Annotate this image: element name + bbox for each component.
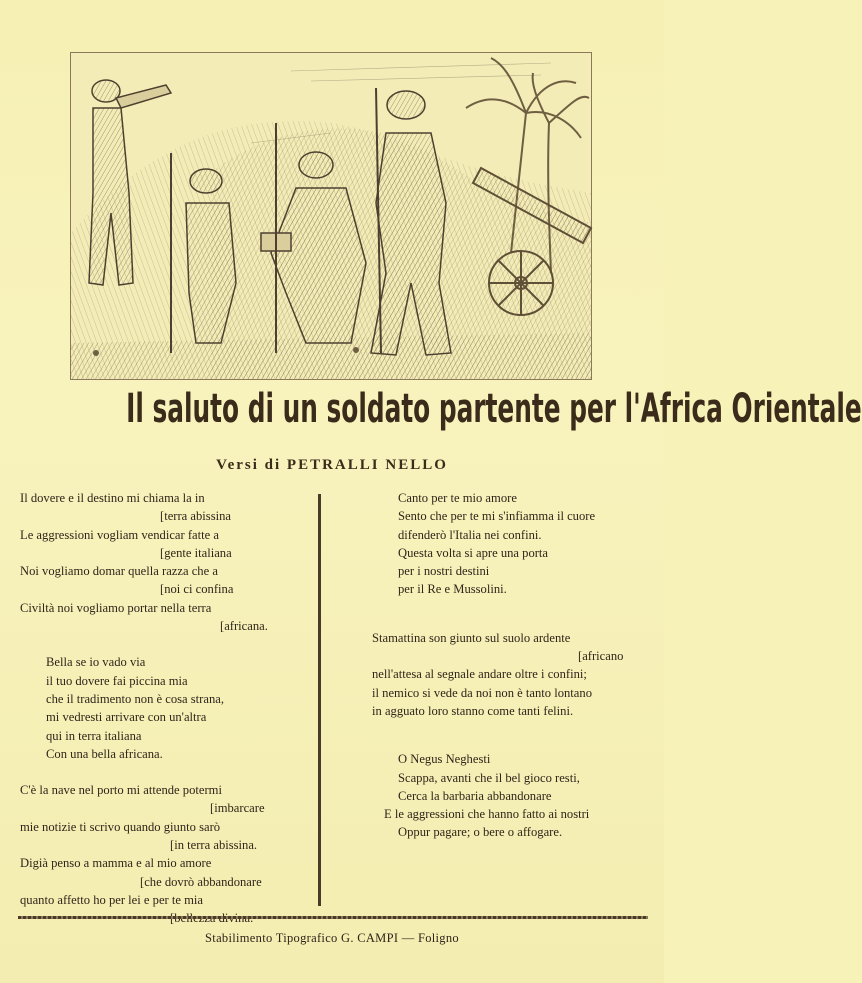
verse-line: [africano [578,649,624,664]
verse-line: mi vedresti arrivare con un'altra [46,710,207,725]
right-stanza-2 [372,629,662,720]
verse-line: Noi vogliamo domar quella razza che a [20,564,218,579]
verse-line: C'è la nave nel porto mi attende potermi [20,783,222,798]
verse-line: [che dovrò abbandonare [140,874,262,889]
verse-line: O Negus Neghesti [398,752,491,767]
verse-line: Scappa, avanti che il bel gioco resti, [398,770,580,785]
verse-line: Canto per te mio amore [398,491,517,505]
verse-line: [africana. [220,619,268,634]
verse-line: quanto affetto ho per lei e per te mia [20,892,204,907]
verse-line: Stamattina son giunto sul suolo ardente [372,630,571,645]
verse-line: Cerca la barbaria abbandonare [398,788,552,803]
left-stanza-3 [20,781,310,927]
verse-line: [noi ci confina [160,582,234,597]
verse-line: Questa volta si apre una porta [398,545,549,560]
verse-line: [gente italiana [160,545,232,560]
poem-byline [0,457,664,474]
left-stanza-1 [20,489,310,635]
poem-title: Il saluto di un soldato partente per l'Africa Orientale [126,386,862,432]
right-stanza-1 [372,489,662,599]
soldiers-engraving-icon [70,52,592,380]
right-column [372,489,662,860]
verse-line: Il dovere e il destino mi chiama la in [20,491,205,505]
verse-line: Con una bella africana. [46,746,163,761]
verse-line: difenderò l'Italia nei confini. [398,527,542,542]
verse-line: [in terra abissina. [170,838,258,853]
verse-line: [imbarcare [210,801,265,816]
verse-line: Digià penso a mamma e al mio amore [20,856,212,871]
verse-line: Le aggressioni vogliam vendicar fatte a [20,527,219,542]
verse-line: E le aggressioni che hanno fatto ai nostri [384,807,590,822]
verse-line: Oppur pagare; o bere o affogare. [398,825,563,840]
verse-line: il nemico si vede da noi non è tanto lontano [372,685,592,700]
right-stanza-3 [372,750,662,841]
verse-line: qui in terra italiana [46,728,142,743]
left-stanza-2 [20,653,310,763]
verse-line: nell'attesa al segnale andare oltre i confini; [372,667,587,682]
verse-line: in agguato loro stanno come tanti felini. [372,703,574,718]
left-column [20,489,310,946]
verse-line: Bella se io vado via [46,655,146,670]
verse-line: per il Re e Mussolini. [398,582,507,597]
verse-line: Sento che per te mi s'infiamma il cuore [398,509,596,524]
author-name: PETRALLI NELLO [286,457,448,473]
verse-line: Civiltà noi vogliamo portar nella terra [20,600,212,615]
verse-line: il tuo dovere fai piccina mia [46,673,188,688]
verse-line: che il tradimento non è cosa strana, [46,691,224,706]
column-divider [318,494,321,906]
byline-prefix: Versi di [216,457,282,473]
verse-line: mie notizie ti scrivo quando giunto sarò [20,819,221,834]
verse-line: [terra abissina [160,509,231,524]
verse-line: per i nostri destini [398,564,490,579]
footer-rule [18,916,648,919]
printer-imprint: Stabilimento Tipografico G. CAMPI — Foligno [205,931,459,945]
